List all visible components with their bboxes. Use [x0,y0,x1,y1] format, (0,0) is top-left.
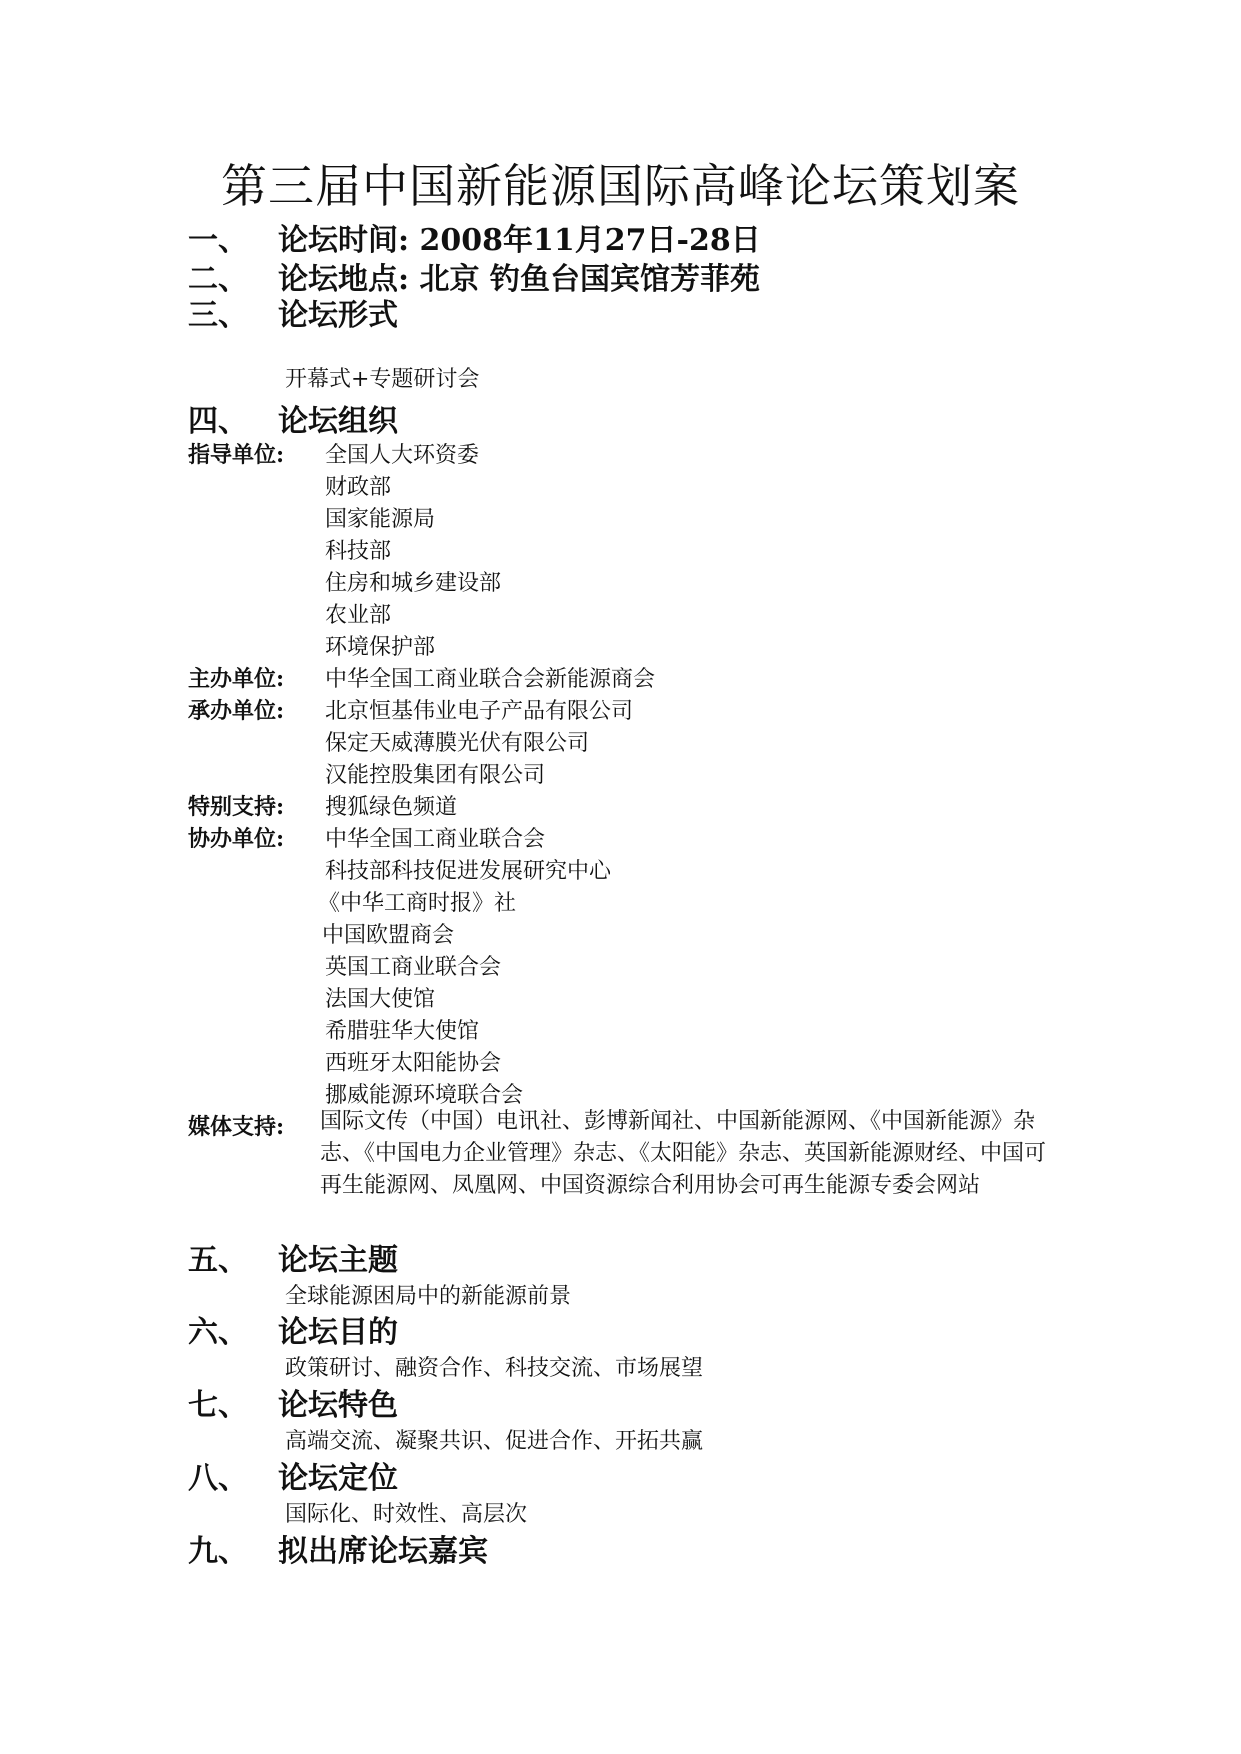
section-number: 七、 [188,1388,248,1423]
guide-item: 住房和城乡建设部 [325,571,502,596]
section-number: 九、 [188,1534,248,1569]
section-label: 论坛形式 [278,298,398,333]
section-9 [188,1526,488,1570]
co-item: 中国欧盟商会 [322,923,455,948]
co-item: 中华全国工商业联合会 [325,827,546,852]
section-number: 四、 [188,404,248,439]
section-7 [188,1380,398,1424]
section-label: 论坛定位 [278,1461,398,1496]
section-5 [188,1235,398,1279]
co-item: 英国工商业联合会 [325,955,502,980]
co-item: 西班牙太阳能协会 [325,1051,502,1076]
section-label: 论坛目的 [278,1315,398,1350]
media-list: 国际文传（中国）电讯社、彭博新闻社、中国新能源网、《中国新能源》杂志、《中国电力企业管理》杂志、《太阳能》杂志、英国新能源财经、中国可再生能源网、凤凰网、中国资源综合利用协会可再生能源专委会网站 [320,1109,1047,1198]
co-item: 法国大使馆 [325,987,436,1012]
special-label: 特别支持: [188,794,285,820]
section-label: 论坛时间: 2008年11月27日-28日 [278,223,761,258]
co-label: 协办单位: [188,826,285,852]
media-label: 媒体支持: [188,1114,285,1140]
section-5-detail: 全球能源困局中的新能源前景 [285,1284,572,1309]
host-label: 主办单位: [188,666,285,692]
section-number: 三、 [188,298,248,333]
guide-item: 科技部 [325,539,392,564]
section-label: 论坛特色 [278,1388,398,1423]
section-8-detail: 国际化、时效性、高层次 [285,1502,528,1527]
section-4 [188,396,398,440]
organizer-label: 承办单位: [188,698,285,724]
section-number: 二、 [188,262,248,297]
organizer-item: 北京恒基伟业电子产品有限公司 [325,699,634,724]
section-6 [188,1307,398,1351]
guide-item: 农业部 [325,603,392,628]
section-number: 六、 [188,1315,248,1350]
co-item: 科技部科技促进发展研究中心 [325,859,612,884]
section-number: 五、 [188,1243,248,1278]
guide-item: 财政部 [325,475,392,500]
section-label: 拟出席论坛嘉宾 [278,1534,488,1569]
section-label: 论坛组织 [278,404,398,439]
section-label: 论坛地点: 北京 钓鱼台国宾馆芳菲苑 [278,262,760,297]
guide-item: 全国人大环资委 [325,443,480,468]
co-item: 希腊驻华大使馆 [325,1019,480,1044]
section-6-detail: 政策研讨、融资合作、科技交流、市场展望 [285,1356,704,1381]
special-item: 搜狐绿色频道 [325,795,458,820]
organizer-item: 汉能控股集团有限公司 [325,763,546,788]
section-7-detail: 高端交流、凝聚共识、促进合作、开拓共赢 [285,1429,704,1454]
organizer-item: 保定天威薄膜光伏有限公司 [325,731,590,756]
section-1 [188,215,761,259]
section-number: 一、 [188,223,248,258]
guide-item: 环境保护部 [325,635,436,660]
section-3-detail: 开幕式+专题研讨会 [285,367,480,392]
co-item: 挪威能源环境联合会 [325,1083,524,1108]
page-title: 第三届中国新能源国际高峰论坛策划案 [221,159,1020,213]
host-item: 中华全国工商业联合会新能源商会 [325,667,656,692]
guide-item: 国家能源局 [325,507,436,532]
co-item: 《中华工商时报》社 [318,891,517,916]
section-number: 八、 [188,1461,248,1496]
guide-label: 指导单位: [188,442,285,468]
section-3 [188,290,398,334]
section-label: 论坛主题 [278,1243,398,1278]
section-8 [188,1453,398,1497]
